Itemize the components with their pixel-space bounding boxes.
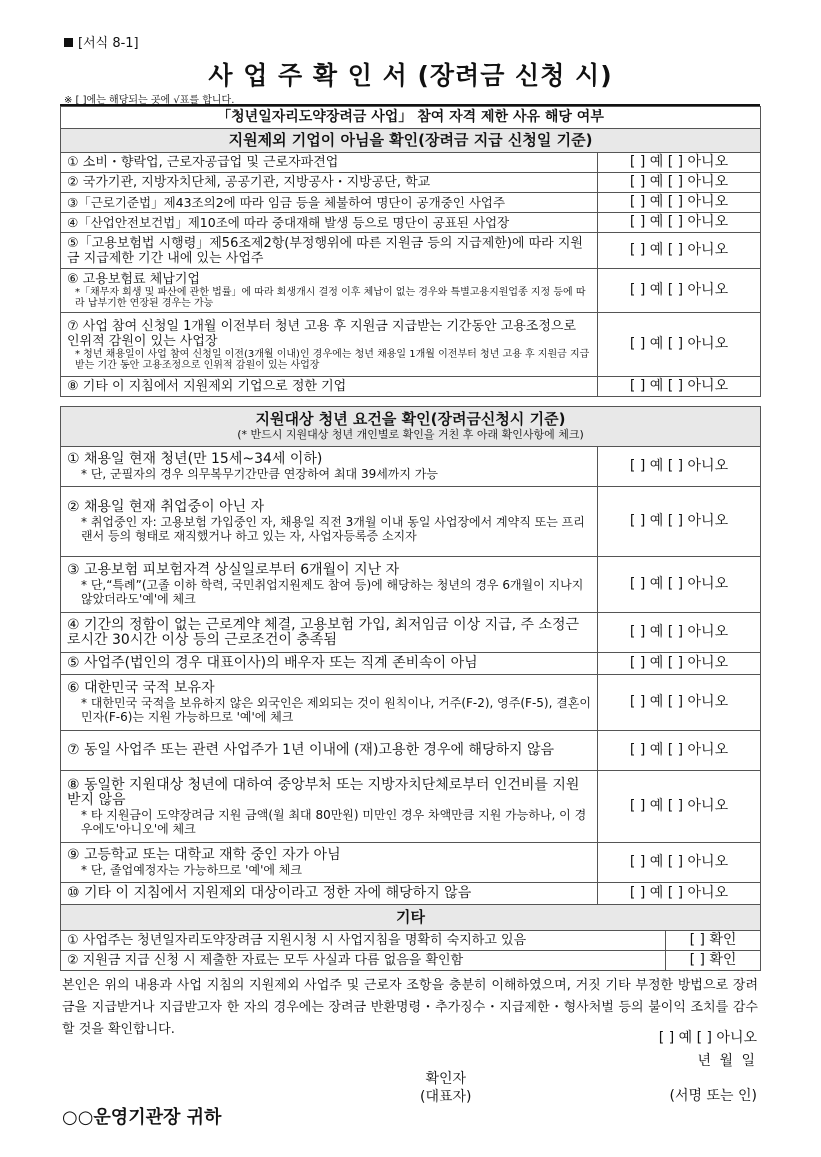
- section1-item-6: [61, 269, 598, 313]
- section1-item-7: [61, 313, 598, 377]
- item-text: ② 국가기관, 지방자치단체, 공공기관, 지방공사・지방공단, 학교: [67, 175, 431, 190]
- table-row: [61, 269, 761, 313]
- item-text: ① 소비・향락업, 근로자공급업 및 근로자파견업: [67, 155, 339, 170]
- table-row: [61, 557, 761, 613]
- table-row: [61, 193, 761, 213]
- item-text: ① 채용일 현재 청년(만 15세~34세 이하): [67, 451, 323, 467]
- item-text: ① 사업주는 청년일자리도약장려금 지원시청 시 사업지침을 명확히 숙지하고 있음: [67, 933, 527, 948]
- yes-no-checkbox[interactable]: [ ] 예 [ ] 아니오: [598, 487, 761, 557]
- section1-item-1: [61, 153, 598, 173]
- item-text: ⑧ 동일한 지원대상 청년에 대하여 중앙부처 또는 지방자치단체로부터 인건비를 지원받지 않음: [67, 776, 580, 808]
- section2-item-6: [61, 675, 598, 731]
- table-row: [61, 951, 761, 971]
- item-text: ④ 기간의 정함이 없는 근로계약 체결, 고용보험 가입, 최저임금 이상 지급, 주 소정근로시간 30시간 이상 등의 근로조건이 충족됨: [67, 616, 580, 648]
- confirmer-block: [420, 1070, 472, 1106]
- table-row: [61, 213, 761, 233]
- yes-no-checkbox[interactable]: [ ] 예 [ ] 아니오: [598, 771, 761, 843]
- item-text: ⑤「고용보험법 시행령」제56조제2항(부정행위에 따른 지원금 등의 지급제한)에 따라 지원금 지급제한 기간 내에 있는 사업주: [67, 235, 583, 266]
- youth-requirements-table: [60, 406, 761, 905]
- item-text: ⑥ 대한민국 국적 보유자: [67, 680, 215, 696]
- item-text: ⑩ 기타 이 지침에서 지원제외 대상이라고 정한 자에 해당하지 않음: [67, 885, 472, 901]
- table-row: [61, 843, 761, 883]
- section1-item-2: [61, 173, 598, 193]
- section2-item-4: [61, 613, 598, 653]
- section2-item-9: [61, 843, 598, 883]
- yes-no-checkbox[interactable]: [ ] 예 [ ] 아니오: [598, 557, 761, 613]
- confirm-checkbox[interactable]: [ ] 확인: [666, 951, 761, 971]
- item-note: *「채무자 회생 및 파산에 관한 법률」에 따라 회생개시 결정 이후 체납이 없는 경우와 특별고용지원업종 지정 등에 따라 납부기한 연장된 경우는 가능: [75, 287, 586, 309]
- section1-item-8: [61, 377, 598, 397]
- item-note: * 타 지원금이 도약장려금 지원 금액(월 최대 80만원) 미만인 경우 차액만큼 지원 가능하나, 이 경우에도'아니오'에 체크: [81, 807, 587, 836]
- yes-no-checkbox[interactable]: [ ] 예 [ ] 아니오: [598, 269, 761, 313]
- main-title: 「청년일자리도약장려금 사업」 참여 자격 제한 사유 해당 여부: [61, 107, 761, 129]
- section2-item-10: [61, 883, 598, 905]
- yes-no-checkbox[interactable]: [ ] 예 [ ] 아니오: [598, 675, 761, 731]
- table-row: [61, 313, 761, 377]
- item-text: ⑥ 고용보험료 체납기업: [67, 272, 200, 287]
- table-row: [61, 153, 761, 173]
- section2-item-3: [61, 557, 598, 613]
- item-note: * 청년 채용일이 사업 참여 신청일 이전(3개월 이내)인 경우에는 청년 채용일 1개월 이전부터 청년 고용 후 지원금 지급받는 기간 동안 고용조정으로 인위적 감원이 있는 사업장: [75, 348, 590, 371]
- section2-subtitle: (* 반드시 지원대상 청년 개인별로 확인을 거친 후 아래 확인사항에 체크): [237, 427, 584, 441]
- final-yes-no-checkbox[interactable]: [ ] 예 [ ] 아니오: [658, 1030, 757, 1046]
- confirmer-label: 확인자: [425, 1071, 467, 1087]
- section2-item-1: [61, 447, 598, 487]
- eligibility-table: [60, 106, 761, 397]
- yes-no-checkbox[interactable]: [ ] 예 [ ] 아니오: [598, 233, 761, 269]
- table-row: [61, 487, 761, 557]
- yes-no-checkbox[interactable]: [ ] 예 [ ] 아니오: [598, 213, 761, 233]
- item-note: * 대한민국 국적을 보유하지 않은 외국인은 제외되는 것이 원칙이나, 거주(F-2), 영주(F-5), 결혼이민자(F-6)는 지원 가능하므로 '예'에 체크: [81, 696, 591, 724]
- section1-item-5: [61, 233, 598, 269]
- item-note: * 취업중인 자: 고용보험 가입중인 자, 채용일 직전 3개월 이내 동일 사업장에서 계약직 또는 프리랜서 등의 형태로 재직했거나 하고 있는 자, 사업자등록증 소지자: [81, 515, 585, 543]
- table-row: [61, 675, 761, 731]
- confirm-checkbox[interactable]: [ ] 확인: [666, 931, 761, 951]
- item-text: ⑤ 사업주(법인의 경우 대표이사)의 배우자 또는 직계 존비속이 아님: [67, 655, 478, 671]
- table-row: [61, 613, 761, 653]
- yes-no-checkbox[interactable]: [ ] 예 [ ] 아니오: [598, 313, 761, 377]
- item-note: * 단, 군필자의 경우 의무복무기간만큼 연장하여 최대 39세까지 가능: [81, 467, 438, 481]
- yes-no-checkbox[interactable]: [ ] 예 [ ] 아니오: [598, 613, 761, 653]
- page-title: 사 업 주 확 인 서 (장려금 신청 시): [208, 61, 613, 90]
- section2-item-8: [61, 771, 598, 843]
- item-note: * 단, 졸업예정자는 가능하므로 '예'에 체크: [81, 863, 302, 877]
- item-text: ④「산업안전보건법」제10조에 따라 중대재해 발생 등으로 명단이 공표된 사업장: [67, 215, 510, 230]
- section2-header: [61, 407, 761, 447]
- yes-no-checkbox[interactable]: [ ] 예 [ ] 아니오: [598, 883, 761, 905]
- instruction-text: ※ [ ]에는 해당되는 곳에 √표를 합니다.: [64, 95, 235, 106]
- section3-title: 기타: [61, 905, 761, 931]
- table-row: [61, 653, 761, 675]
- section3-item-2: [61, 951, 666, 971]
- table-row: [61, 233, 761, 269]
- table-row: [61, 447, 761, 487]
- table-row: [61, 931, 761, 951]
- section3-item-1: [61, 931, 666, 951]
- item-text: ⑨ 고등학교 또는 대학교 재학 중인 자가 아님: [67, 847, 341, 863]
- table-row: [61, 377, 761, 397]
- yes-no-checkbox[interactable]: [ ] 예 [ ] 아니오: [598, 447, 761, 487]
- item-text: ② 지원금 지급 신청 시 제출한 자료는 모두 사실과 다름 없음을 확인함: [67, 953, 464, 968]
- yes-no-checkbox[interactable]: [ ] 예 [ ] 아니오: [598, 843, 761, 883]
- table-row: [61, 883, 761, 905]
- yes-no-checkbox[interactable]: [ ] 예 [ ] 아니오: [598, 377, 761, 397]
- section1-title: 지원제외 기업이 아님을 확인(장려금 지급 신청일 기준): [61, 129, 761, 153]
- addressee: ○○운영기관장 귀하: [62, 1107, 222, 1128]
- item-text: ③「근로기준법」제43조의2에 따라 임금 등을 체불하여 명단이 공개중인 사업주: [67, 195, 506, 210]
- yes-no-checkbox[interactable]: [ ] 예 [ ] 아니오: [598, 173, 761, 193]
- yes-no-checkbox[interactable]: [ ] 예 [ ] 아니오: [598, 731, 761, 771]
- item-note: * 단,“특례”(고졸 이하 학력, 국민취업지원제도 참여 등)에 해당하는 청년의 경우 6개월이 지나지 않았더라도'예'에 체크: [81, 578, 584, 606]
- declaration-text: 본인은 위의 내용과 사업 지침의 지원제외 사업주 및 근로자 조항을 충분히 이해하였으며, 거짓 기타 부정한 방법으로 장려금을 지급받거나 지급받고자 한 자의 경우에는 장려금 반환명령・추가징수・지급제한・형사처벌 등의 불이익 조치를 감수할 것을 확인합니다.: [62, 978, 758, 1037]
- section2-item-2: [61, 487, 598, 557]
- item-text: ③ 고용보험 피보험자격 상실일로부터 6개월이 지난 자: [67, 562, 400, 578]
- item-text: ⑧ 기타 이 지침에서 지원제외 기업으로 정한 기업: [67, 379, 347, 394]
- section1-item-4: [61, 213, 598, 233]
- other-table: [60, 904, 761, 971]
- square-bullet-icon: [64, 38, 73, 47]
- table-row: [61, 173, 761, 193]
- form-id-text: [서식 8-1]: [78, 36, 139, 51]
- date-field[interactable]: 년 월 일: [697, 1053, 757, 1069]
- yes-no-checkbox[interactable]: [ ] 예 [ ] 아니오: [598, 193, 761, 213]
- table-row: [61, 731, 761, 771]
- item-text: ⑦ 사업 참여 신청일 1개월 이전부터 청년 고용 후 지원금 지급받는 기간동안 고용조정으로 인위적 감원이 있는 사업장: [67, 318, 577, 349]
- form-id: [64, 32, 139, 51]
- section1-item-3: [61, 193, 598, 213]
- item-text: ⑦ 동일 사업주 또는 관련 사업주가 1년 이내에 (재)고용한 경우에 해당하지 않음: [67, 742, 555, 758]
- yes-no-checkbox[interactable]: [ ] 예 [ ] 아니오: [598, 153, 761, 173]
- table-row: [61, 771, 761, 843]
- item-text: ② 채용일 현재 취업중이 아닌 자: [67, 499, 265, 515]
- yes-no-checkbox[interactable]: [ ] 예 [ ] 아니오: [598, 653, 761, 675]
- section2-item-7: [61, 731, 598, 771]
- signature-field[interactable]: (서명 또는 인): [669, 1088, 757, 1104]
- representative-label: (대표자): [420, 1089, 472, 1105]
- section2-title: 지원대상 청년 요건을 확인(장려금신청시 기준): [255, 409, 566, 428]
- section2-item-5: [61, 653, 598, 675]
